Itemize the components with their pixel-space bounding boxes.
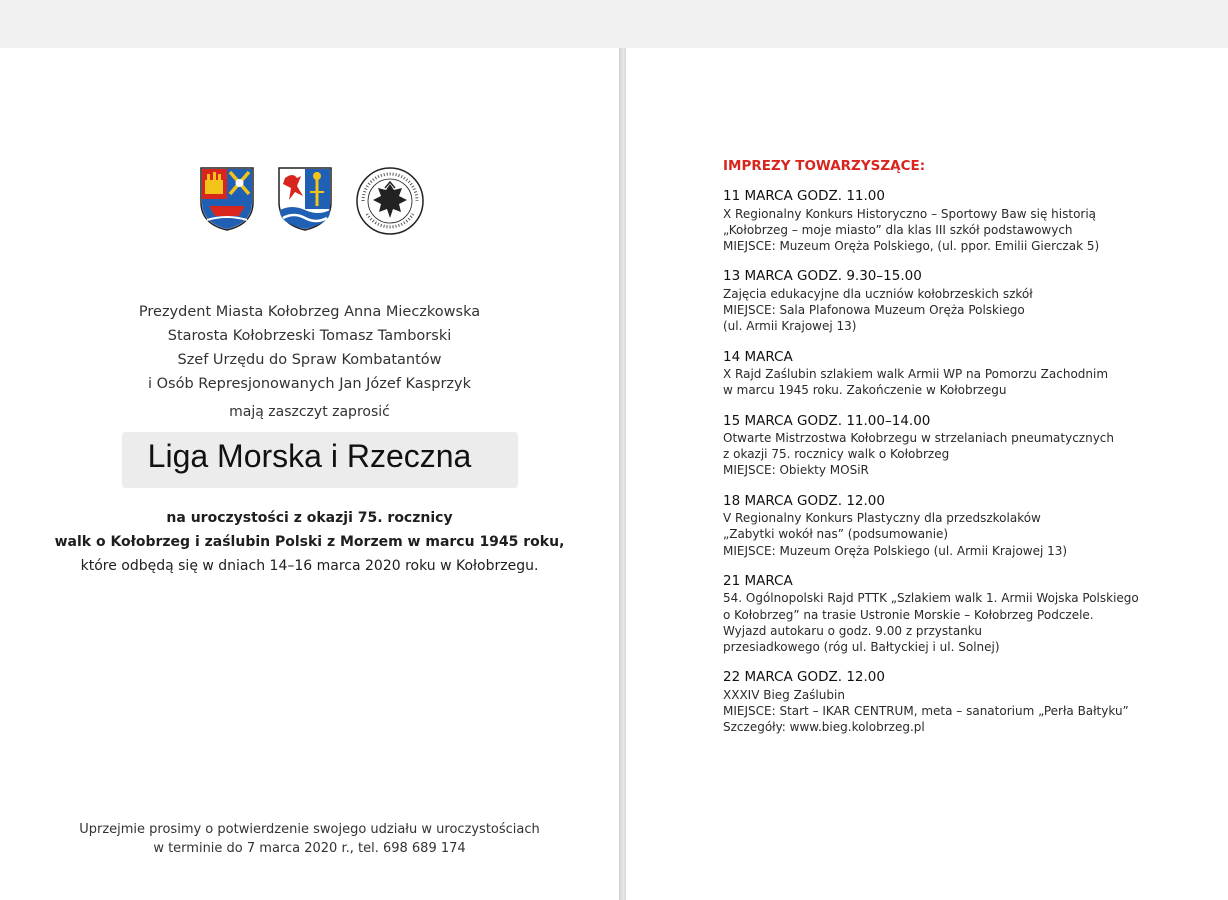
event-description-line: MIEJSCE: Sala Plafonowa Muzeum Oręża Polskiego bbox=[723, 303, 1025, 318]
event-description-line: Wyjazd autokaru o godz. 9.00 z przystanku bbox=[723, 623, 982, 638]
event-description-line: „Kołobrzeg – moje miasto” dla klas III szkół podstawowych bbox=[723, 222, 1073, 237]
event-description-line: (ul. Armii Krajowej 13) bbox=[723, 319, 857, 334]
event-description-line: o Kołobrzeg” na trasie Ustronie Morskie – Kołobrzeg Podczele. bbox=[723, 607, 1094, 622]
events-section bbox=[723, 158, 1203, 750]
kolobrzeg-county-coat-of-arms-icon bbox=[277, 166, 333, 232]
invitation-right-page bbox=[626, 48, 1228, 900]
event-description-line: w marcu 1945 roku. Zakończenie w Kołobrzegu bbox=[723, 383, 1007, 398]
event-date: 13 MARCA GODZ. 9.30–15.00 bbox=[723, 268, 922, 285]
host-line: Szef Urzędu do Spraw Kombatantów bbox=[177, 352, 442, 368]
kolobrzeg-city-coat-of-arms-icon bbox=[199, 166, 255, 232]
occasion-line: walk o Kołobrzeg i zaślubin Polski z Morzem w marcu 1945 roku, bbox=[54, 534, 565, 550]
event-date: 21 MARCA bbox=[723, 572, 793, 589]
rsvp-note bbox=[0, 820, 619, 858]
hosts-block bbox=[0, 300, 619, 396]
event-description-line: V Regionalny Konkurs Plastyczny dla przedszkolaków bbox=[723, 511, 1041, 526]
event-date: 14 MARCA bbox=[723, 348, 793, 365]
invitation-left-page bbox=[0, 48, 619, 900]
occasion-block bbox=[0, 506, 619, 578]
event-description-line: przesiadkowego (róg ul. Bałtyckiej i ul. Solnej) bbox=[723, 640, 1000, 655]
event-description-line: XXXIV Bieg Zaślubin bbox=[723, 687, 845, 702]
event-item bbox=[723, 268, 1203, 334]
rsvp-line: Uprzejmie prosimy o potwierdzenie swojego udziału w uroczystościach bbox=[79, 822, 540, 837]
invite-text: mają zaszczyt zaprosić bbox=[229, 404, 390, 420]
event-item bbox=[723, 349, 1203, 399]
events-heading: IMPREZY TOWARZYSZĄCE: bbox=[723, 158, 926, 174]
event-description-line: X Rajd Zaślubin szlakiem walk Armii WP na Pomorzu Zachodnim bbox=[723, 366, 1109, 381]
event-item bbox=[723, 493, 1203, 559]
event-description-line: 54. Ogólnopolski Rajd PTTK „Szlakiem walk 1. Armii Wojska Polskiego bbox=[723, 591, 1139, 606]
event-description-line: z okazji 75. rocznicy walk o Kołobrzeg bbox=[723, 447, 950, 462]
logos-row bbox=[199, 166, 425, 236]
host-line: i Osób Represjonowanych Jan Józef Kasprzyk bbox=[147, 376, 471, 392]
occasion-line: które odbędą się w dniach 14–16 marca 2020 roku w Kołobrzegu. bbox=[80, 558, 539, 574]
event-description-line: „Zabytki wokół nas” (podsumowanie) bbox=[723, 527, 949, 542]
event-description-line: Otwarte Mistrzostwa Kołobrzegu w strzelaniach pneumatycznych bbox=[723, 430, 1115, 445]
event-item bbox=[723, 413, 1203, 479]
events-list bbox=[723, 188, 1203, 735]
event-item bbox=[723, 573, 1203, 655]
host-line: Starosta Kołobrzeski Tomasz Tamborski bbox=[167, 328, 452, 344]
event-description-line: MIEJSCE: Start – IKAR CENTRUM, meta – sanatorium „Perła Bałtyku” bbox=[723, 704, 1129, 719]
event-description-line: MIEJSCE: Muzeum Oręża Polskiego (ul. Armii Krajowej 13) bbox=[723, 543, 1068, 558]
event-date: 15 MARCA GODZ. 11.00–14.00 bbox=[723, 412, 931, 429]
event-description-line: MIEJSCE: Muzeum Oręża Polskiego, (ul. ppor. Emilii Gierczak 5) bbox=[723, 239, 1100, 254]
event-date: 22 MARCA GODZ. 12.00 bbox=[723, 669, 885, 686]
veterans-office-eagle-seal-icon bbox=[355, 166, 425, 236]
occasion-line: na uroczystości z okazji 75. rocznicy bbox=[166, 510, 453, 526]
event-date: 18 MARCA GODZ. 12.00 bbox=[723, 492, 885, 509]
event-description-line: X Regionalny Konkurs Historyczno – Sportowy Baw się historią bbox=[723, 206, 1097, 221]
event-description-line: Zajęcia edukacyjne dla uczniów kołobrzeskich szkół bbox=[723, 286, 1033, 301]
event-item bbox=[723, 669, 1203, 735]
host-line: Prezydent Miasta Kołobrzeg Anna Mieczkowska bbox=[138, 304, 481, 320]
guest-name: Liga Morska i Rzeczna bbox=[147, 438, 472, 474]
event-date: 11 MARCA GODZ. 11.00 bbox=[723, 188, 885, 205]
event-item bbox=[723, 188, 1203, 254]
event-description-line: MIEJSCE: Obiekty MOSiR bbox=[723, 463, 869, 478]
rsvp-line: w terminie do 7 marca 2020 r., tel. 698 689 174 bbox=[153, 841, 466, 856]
page-fold bbox=[619, 48, 626, 900]
event-description-line: Szczegóły: www.bieg.kolobrzeg.pl bbox=[723, 720, 925, 735]
